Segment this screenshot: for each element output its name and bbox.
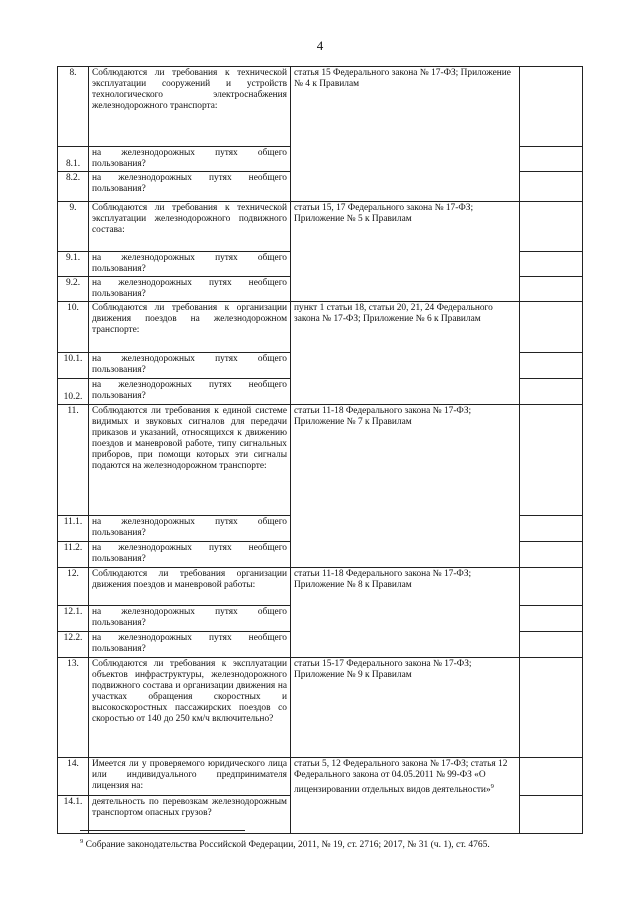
table-row [58, 405, 583, 516]
row-number: 14. [58, 758, 89, 796]
row-number: 12.2. [58, 632, 89, 658]
row-number: 8.2. [58, 172, 89, 202]
row-number: 8. [58, 67, 89, 147]
legal-reference: пункт 1 статьи 18, статьи 20, 21, 24 Федерального закона № 17-ФЗ; Приложение № 6 к Правилам [291, 302, 520, 405]
legal-reference: статьи 15-17 Федерального закона № 17-ФЗ; Приложение № 9 к Правилам [291, 658, 520, 758]
answer-cell[interactable] [520, 542, 583, 568]
table-row [58, 202, 583, 252]
answer-cell[interactable] [520, 67, 583, 147]
question-text: Соблюдаются ли требования к организации движения поездов на железнодорожном транспорте: [89, 302, 291, 353]
answer-cell[interactable] [520, 147, 583, 172]
row-number: 11.2. [58, 542, 89, 568]
question-text: на железнодорожных путях необщего пользования? [89, 542, 291, 568]
row-number: 9.1. [58, 252, 89, 277]
question-text: на железнодорожных путях общего пользования? [89, 516, 291, 542]
question-text: на железнодорожных путях необщего пользования? [89, 172, 291, 202]
question-text: на железнодорожных путях общего пользования? [89, 606, 291, 632]
question-text: на железнодорожных путях необщего пользования? [89, 379, 291, 405]
footnote-text: Собрание законодательства Российской Федерации, 2011, № 19, ст. 2716; 2017, № 31 (ч. 1), ст. 4765. [85, 840, 490, 851]
answer-cell[interactable] [520, 568, 583, 606]
answer-cell[interactable] [520, 405, 583, 516]
answer-cell[interactable] [520, 379, 583, 405]
table-row [58, 658, 583, 758]
answer-cell[interactable] [520, 758, 583, 796]
answer-cell[interactable] [520, 277, 583, 302]
question-text: Имеется ли у проверяемого юридического лица или индивидуального предпринимателя лицензия на: [89, 758, 291, 796]
row-number: 9. [58, 202, 89, 252]
answer-cell[interactable] [520, 632, 583, 658]
row-number: 10.1. [58, 353, 89, 379]
answer-cell[interactable] [520, 796, 583, 834]
question-text: на железнодорожных путях общего пользования? [89, 147, 291, 172]
answer-cell[interactable] [520, 606, 583, 632]
footnote-mark: 9 [80, 838, 84, 845]
table-row [58, 302, 583, 353]
question-text: Соблюдаются ли требования к эксплуатации объектов инфраструктуры, железнодорожного подвижного состава и организации движения на участках обращения скоростных и высокоскоростных пассажирских поездов со скоростью от 140 до 250 км/ч включительно? [89, 658, 291, 758]
row-number: 9.2. [58, 277, 89, 302]
question-text: на железнодорожных путях общего пользования? [89, 353, 291, 379]
question-text: Соблюдаются ли требования к технической эксплуатации сооружений и устройств технологического электроснабжения железнодорожного транспорта: [89, 67, 291, 147]
table-row [58, 568, 583, 606]
page-number: 4 [316, 38, 324, 53]
footnote [80, 838, 490, 850]
answer-cell[interactable] [520, 516, 583, 542]
row-number: 12. [58, 568, 89, 606]
row-number: 10.2. [58, 379, 89, 405]
answer-cell[interactable] [520, 202, 583, 252]
row-number: 11.1. [58, 516, 89, 542]
answer-cell[interactable] [520, 302, 583, 353]
legal-reference: статьи 11-18 Федерального закона № 17-ФЗ; Приложение № 7 к Правилам [291, 405, 520, 568]
answer-cell[interactable] [520, 353, 583, 379]
checklist-table [57, 66, 583, 834]
footnote-reference: 9 [490, 783, 494, 790]
question-text: на железнодорожных путях общего пользования? [89, 252, 291, 277]
legal-reference: статьи 15, 17 Федерального закона № 17-ФЗ; Приложение № 5 к Правилам [291, 202, 520, 302]
row-number: 14.1. [58, 796, 89, 834]
table-row [58, 758, 583, 796]
legal-reference: статьи 5, 12 Федерального закона № 17-ФЗ; статья 12 Федерального закона от 04.05.2011 № 99-ФЗ «О лицензировании отдельных видов деятельности»$^9$ [291, 758, 520, 834]
question-text: Соблюдаются ли требования организации движения поездов и маневровой работы: [89, 568, 291, 606]
table-row [58, 67, 583, 147]
legal-reference: статья 15 Федерального закона № 17-ФЗ; Приложение № 4 к Правилам [291, 67, 520, 202]
answer-cell[interactable] [520, 252, 583, 277]
row-number: 8.1. [58, 147, 89, 172]
question-text: на железнодорожных путях необщего пользования? [89, 632, 291, 658]
question-text: Соблюдаются ли требования к единой системе видимых и звуковых сигналов для передачи приказов и указаний, относящихся к движению поездов и маневровой работе, типу сигнальных приборов, при помощи которых эти сигналы подаются на железнодорожном транспорте: [89, 405, 291, 516]
question-text: на железнодорожных путях необщего пользования? [89, 277, 291, 302]
question-text: Соблюдаются ли требования к технической эксплуатации железнодорожного подвижного состава: [89, 202, 291, 252]
row-number: 12.1. [58, 606, 89, 632]
footnote-divider [80, 830, 245, 831]
legal-reference: статьи 11-18 Федерального закона № 17-ФЗ; Приложение № 8 к Правилам [291, 568, 520, 658]
row-number: 10. [58, 302, 89, 353]
question-text: деятельность по перевозкам железнодорожным транспортом опасных грузов? [89, 796, 291, 834]
row-number: 11. [58, 405, 89, 516]
answer-cell[interactable] [520, 172, 583, 202]
row-number: 13. [58, 658, 89, 758]
answer-cell[interactable] [520, 658, 583, 758]
